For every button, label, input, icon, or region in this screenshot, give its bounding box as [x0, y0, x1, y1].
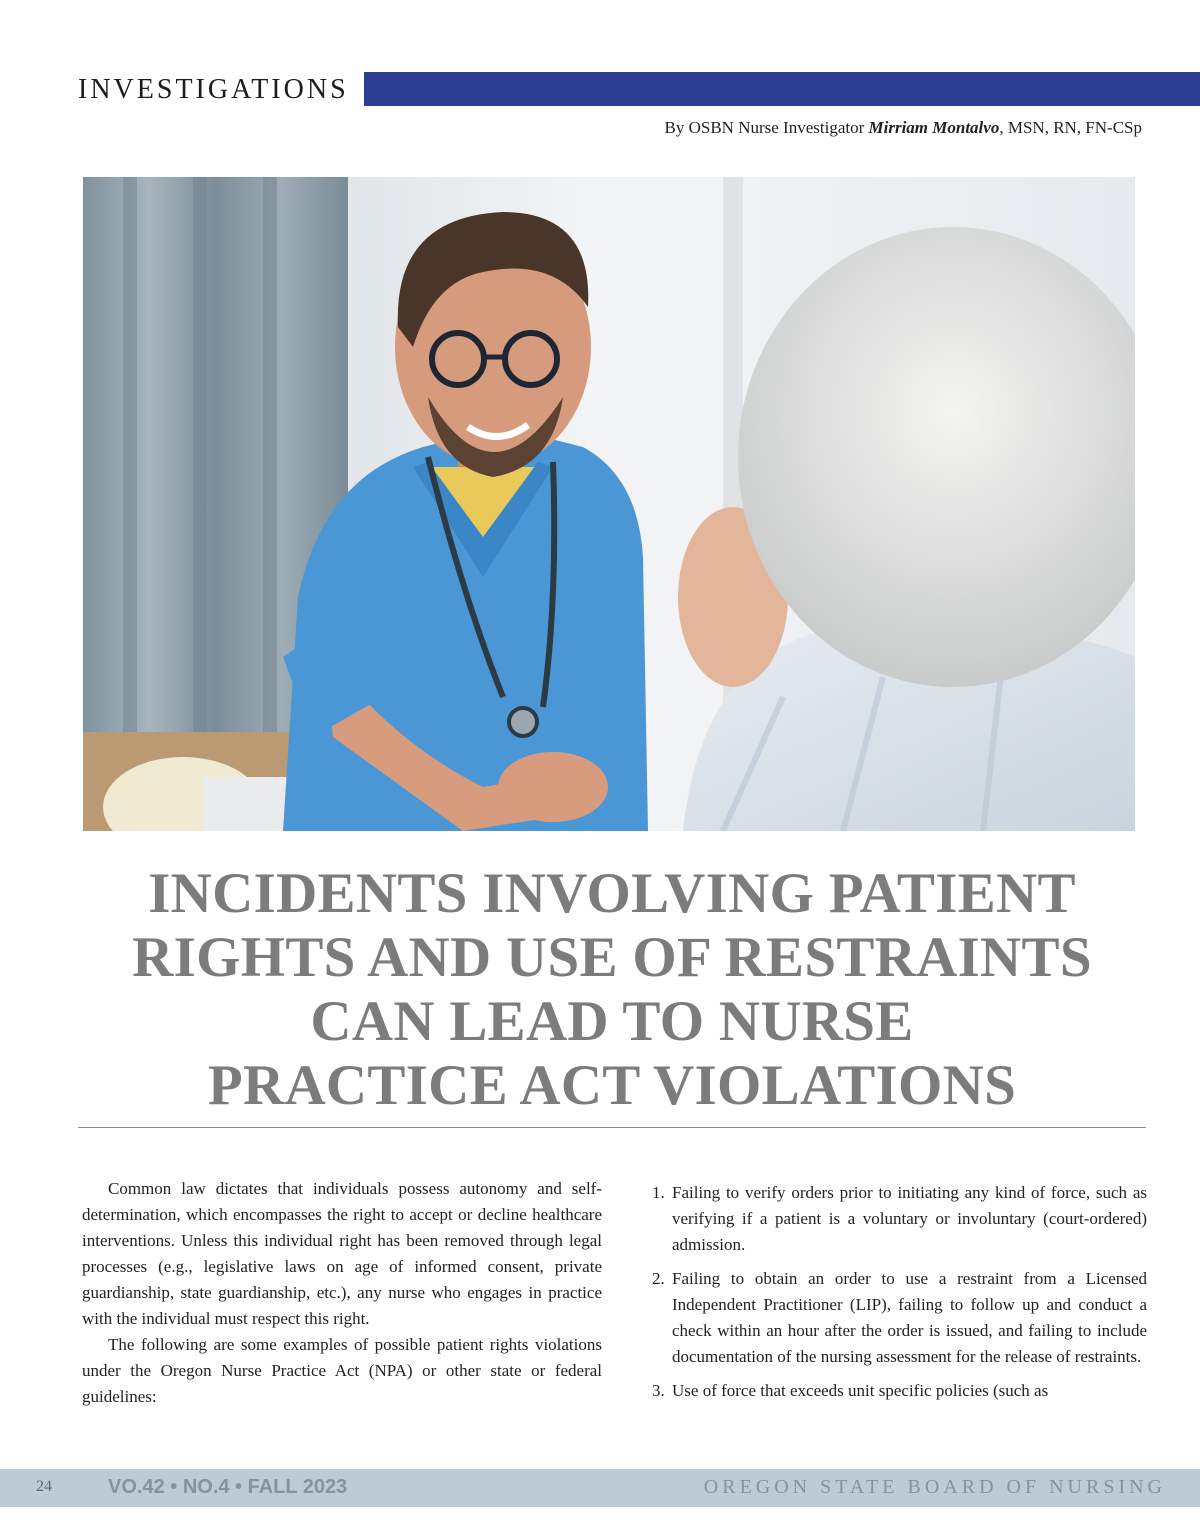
- author-credentials: , MSN, RN, FN-CSp: [999, 118, 1142, 137]
- headline-line: PRACTICE ACT VIOLATIONS: [207, 1054, 1017, 1117]
- list-item: [650, 1266, 1147, 1370]
- body-left-column: [82, 1176, 602, 1410]
- headline-line: RIGHTS AND USE OF RESTRAINTS: [132, 926, 1092, 989]
- organization-name: OREGON STATE BOARD OF NURSING: [703, 1476, 1166, 1498]
- list-item-text: Failing to verify orders prior to initiating any kind of force, such as verifying if a patient is a voluntary or involuntary (court-ordered) admission.: [672, 1183, 1147, 1254]
- list-number: 2.: [652, 1269, 665, 1288]
- headline-line: CAN LEAD TO NURSE: [310, 990, 914, 1053]
- section-accent-bar: [364, 72, 1200, 106]
- nurse-with-patient-photo: [83, 177, 1135, 831]
- list-item: [650, 1378, 1147, 1404]
- headline-line: INCIDENTS INVOLVING PATIENT: [148, 862, 1076, 925]
- list-item-text: Use of force that exceeds unit specific policies (such as: [672, 1381, 1049, 1400]
- author-name: Mirriam Montalvo: [868, 118, 1000, 137]
- body-paragraph: The following are some examples of possible patient rights violations under the Oregon Nurse Practice Act (NPA) or other state or federal guidelines:: [82, 1335, 602, 1406]
- page-footer: [0, 1469, 1200, 1507]
- list-number: 3.: [652, 1381, 665, 1400]
- article-headline: [78, 862, 1146, 1118]
- list-number: 1.: [652, 1183, 665, 1202]
- photo-illustration: [83, 177, 1135, 831]
- headline-divider: [78, 1127, 1146, 1128]
- section-label: INVESTIGATIONS: [78, 74, 349, 105]
- page-number: 24: [36, 1478, 52, 1495]
- list-item-text: Failing to obtain an order to use a restraint from a Licensed Independent Practitioner (LIP), failing to follow up and conduct a check within an hour after the order is issued, and failing to include documentation of the nursing assessment for the release of restraints.: [672, 1269, 1147, 1366]
- issue-label: VO.42 • NO.4 • FALL 2023: [108, 1476, 348, 1498]
- violations-list: [650, 1180, 1147, 1412]
- byline-prefix: By OSBN Nurse Investigator: [664, 118, 869, 137]
- byline: [665, 118, 1142, 138]
- list-item: [650, 1180, 1147, 1258]
- body-paragraph: Common law dictates that individuals possess autonomy and self-determination, which encompasses the right to accept or decline healthcare interventions. Unless this individual right has been removed through legal processes (e.g., legislative laws on age of informed consent, private guardianship, state guardianship, etc.), any nurse who engages in practice with the individual must respect this right.: [82, 1179, 602, 1328]
